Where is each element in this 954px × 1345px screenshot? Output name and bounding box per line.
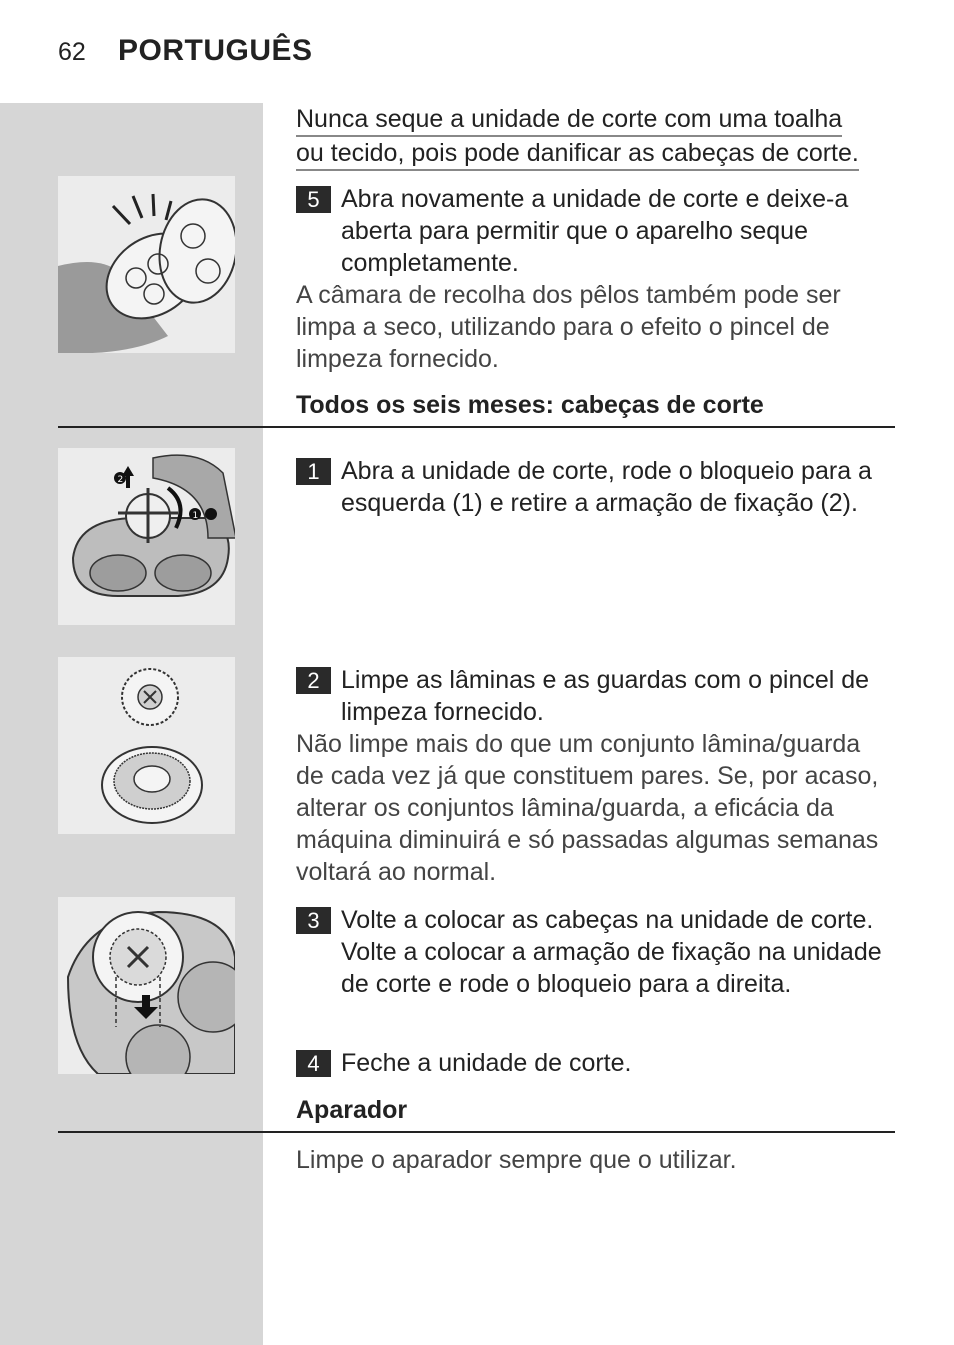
reinsert-heads-illustration [58,897,235,1074]
section-rule [58,426,895,428]
step-number-badge: 3 [296,907,331,934]
sidebar-notch [235,180,263,208]
step-text: Limpe as lâminas e as guardas com o pincel de limpeza fornecido. [341,666,870,726]
step-text: Volte a colocar as cabeças na unidade de corte. Volte a colocar a armação de fixação na unidade de corte e rode o bloqueio para a direita. [341,906,882,998]
step-3 [296,904,891,1000]
chamber-note: A câmara de recolha dos pêlos também pode ser limpa a seco, utilizando para o efeito o pincel de limpeza fornecido. [296,281,841,373]
step-2 [296,664,891,728]
pairs-note: Não limpe mais do que um conjunto lâmina/guarda de cada vez já que constituem pares. Se, por acaso, alterar os conjuntos lâmina/guarda, a eficácia da máquina diminuirá e só passadas algumas semanas voltará ao normal. [296,730,879,886]
section-rule [58,1131,895,1133]
label-1: 1 [192,511,199,521]
section-heading-cutting-heads: Todos os seis meses: cabeças de corte [296,391,764,419]
cutter-and-guard-illustration [58,657,235,834]
sidebar-notch [235,661,263,689]
remove-retaining-frame-illustration [58,448,235,625]
section-heading-trimmer: Aparador [296,1096,408,1124]
sidebar-notch [235,901,263,929]
warning-line-1: Nunca seque a unidade de corte com uma toalha [296,103,842,137]
open-shaving-unit-drying-illustration [58,176,235,353]
trimmer-note: Limpe o aparador sempre que o utilizar. [296,1146,737,1174]
label-2: 2 [117,475,124,485]
step-text: Abra novamente a unidade de corte e deixe-a aberta para permitir que o aparelho seque completamente. [341,185,849,277]
step-text: Abra a unidade de corte, rode o bloqueio para a esquerda (1) e retire a armação de fixação (2). [341,457,872,517]
warning-note [296,103,881,171]
step-number-badge: 2 [296,667,331,694]
step-1 [296,455,891,519]
step-4 [296,1047,891,1079]
step-number-badge: 5 [296,186,331,213]
step-5 [296,183,891,279]
warning-line-2: ou tecido, pois pode danificar as cabeças de corte. [296,137,859,171]
page-number: 62 [58,38,86,66]
step-number-badge: 1 [296,458,331,485]
page-title: PORTUGUÊS [118,34,313,67]
sidebar-notch [235,452,263,480]
step-number-badge: 4 [296,1050,331,1077]
step-text: Feche a unidade de corte. [341,1049,632,1077]
